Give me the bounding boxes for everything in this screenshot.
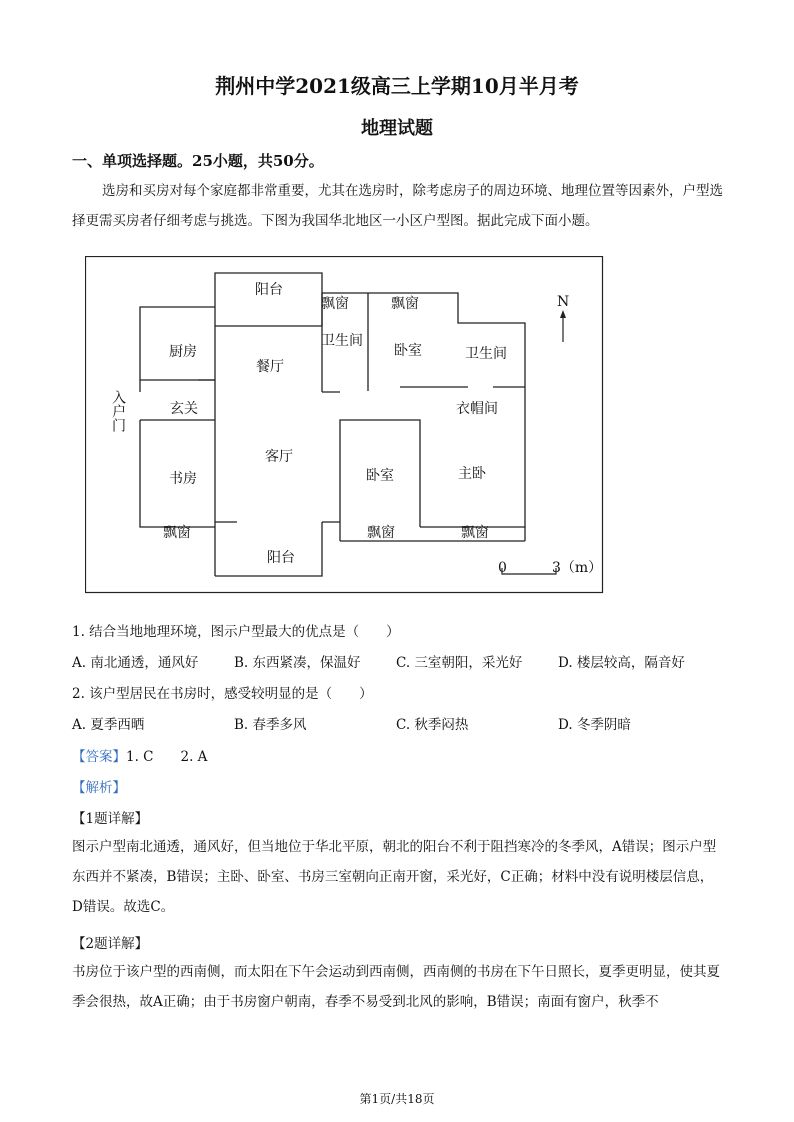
- label-bathroom-2: 卫生间: [465, 346, 507, 362]
- floor-plan-diagram: [85, 256, 605, 594]
- answer-line: [72, 745, 207, 765]
- label-kitchen: 厨房: [169, 344, 197, 360]
- q1-option-c: C. 三室朝阳，采光好: [396, 655, 523, 671]
- label-living: 客厅: [265, 449, 293, 465]
- label-bedroom-1: 卧室: [394, 343, 422, 359]
- arrow-head-icon: [560, 310, 566, 318]
- detail-1-label: 【1题详解】: [72, 811, 149, 827]
- label-bay-window-3: 飘窗: [163, 525, 191, 541]
- q1-option-a: A. 南北通透，通风好: [72, 655, 199, 671]
- q1-option-d: D. 楼层较高，隔音好: [558, 655, 685, 671]
- q2-option-d: D. 冬季阴暗: [558, 717, 631, 733]
- q2-option-c: C. 秋季闷热: [396, 717, 469, 733]
- section-heading: 一、单项选择题。25小题，共50分。: [72, 152, 324, 170]
- detail-2-text: 书房位于该户型的西南侧，而太阳在下午会运动到西南侧，西南侧的书房在下午日照长，夏季更明显，使其夏季会很热，故A正确；由于书房窗户朝南，春季不易受到北风的影响，B错误；南面有窗户，秋季不: [72, 964, 720, 1010]
- question-1-stem: 1. 结合当地地理环境，图示户型最大的优点是（ ）: [72, 624, 400, 640]
- label-entrance-door: 入户门: [110, 390, 126, 432]
- label-master-bedroom: 主卧: [458, 466, 486, 482]
- question-2-stem: 2. 该户型居民在书房时，感受较明显的是（ ）: [72, 686, 373, 702]
- label-dining: 餐厅: [256, 359, 284, 375]
- room-labels: [110, 282, 507, 566]
- answer-label: 【答案】: [72, 749, 126, 765]
- label-closet: 衣帽间: [456, 401, 498, 417]
- north-label: N: [557, 294, 570, 310]
- answer-text: 1. C 2. A: [126, 749, 208, 765]
- label-bathroom-1: 卫生间: [321, 333, 363, 349]
- label-bay-window-5: 飘窗: [461, 525, 489, 541]
- label-balcony-bottom: 阳台: [267, 550, 295, 566]
- label-bay-window-1: 飘窗: [321, 296, 349, 312]
- page-subtitle: 地理试题: [361, 118, 433, 139]
- scale-start: 0: [498, 560, 507, 576]
- scale-bar: [498, 560, 602, 576]
- label-balcony-top: 阳台: [255, 282, 283, 298]
- page-title: 荆州中学2021级高三上学期10月半月考: [215, 74, 579, 98]
- detail-1-text: 图示户型南北通透，通风好，但当地位于华北平原，朝北的阳台不利于阻挡寒冷的冬季风，A错误；图示户型东西并不紧凑，B错误；主卧、卧室、书房三室朝向正南开窗，采光好，C正确；材料中没有说明楼层信息，D错误。故选C。: [72, 839, 717, 915]
- q1-option-b: B. 东西紧凑，保温好: [234, 655, 361, 671]
- label-bedroom-2: 卧室: [366, 468, 394, 484]
- label-bay-window-4: 飘窗: [367, 525, 395, 541]
- scale-end: 3（m）: [552, 560, 603, 576]
- label-bay-window-2: 飘窗: [391, 296, 419, 312]
- analysis-label: 【解析】: [72, 780, 126, 796]
- detail-2-label: 【2题详解】: [72, 936, 149, 952]
- q2-option-b: B. 春季多风: [234, 717, 307, 733]
- q2-option-a: A. 夏季西晒: [72, 717, 145, 733]
- label-study: 书房: [169, 471, 197, 487]
- page-footer: 第1页/共18页: [359, 1092, 435, 1106]
- label-foyer: 玄关: [170, 401, 198, 417]
- north-arrow: [557, 294, 569, 342]
- intro-paragraph: 选房和买房对每个家庭都非常重要，尤其在选房时，除考虑房子的周边环境、地理位置等因素外，户型选择更需买房者仔细考虑与挑选。下图为我国华北地区一小区户型图。据此完成下面小题。: [72, 183, 723, 229]
